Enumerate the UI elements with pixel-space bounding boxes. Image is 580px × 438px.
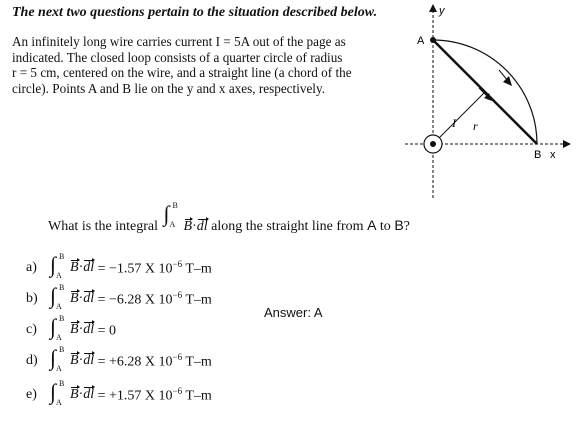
vector-b: B xyxy=(70,353,79,368)
label-r: r xyxy=(473,119,478,133)
dot-operator: · xyxy=(78,322,84,337)
dot-operator: · xyxy=(192,219,197,234)
integral-upper-limit: B xyxy=(59,314,65,323)
choice-value: = −6.28 X $10^{-6}$ T–m xyxy=(97,289,212,308)
vector-b: B xyxy=(70,322,79,337)
integral-sign-icon: ∫ xyxy=(50,379,57,404)
integral-upper-limit: B xyxy=(172,201,178,210)
paragraph-line-3: r = 5 cm, centered on the wire, and a straight line (a chord of the xyxy=(12,65,352,80)
paragraph-line-1: An infinitely long wire carries current I = 5A out of the page as xyxy=(12,34,346,49)
vector-dl: dl xyxy=(83,322,95,337)
label-b: B xyxy=(534,149,542,161)
vector-b: B xyxy=(183,219,193,234)
question-integral xyxy=(162,201,184,230)
integral-upper-limit: B xyxy=(59,345,65,354)
integral-lower-limit: A xyxy=(56,302,62,311)
vector-dl: dl xyxy=(83,260,95,275)
dot-operator: · xyxy=(78,353,84,368)
choice-value: = +1.57 X $10^{-6}$ T–m xyxy=(97,385,212,404)
choice-letter: b) xyxy=(26,291,38,306)
y-axis-arrow-icon xyxy=(429,4,437,12)
vector-dl: dl xyxy=(83,291,95,306)
vector-b: B xyxy=(70,291,79,306)
integral-sign-icon: ∫ xyxy=(50,283,57,308)
vector-dl: dl xyxy=(196,219,208,234)
vector-b: B xyxy=(70,260,79,275)
vector-dl: dl xyxy=(83,353,95,368)
problem-paragraph xyxy=(12,34,382,96)
choice-e[interactable] xyxy=(26,379,212,408)
question-prefix: What is the integral xyxy=(48,219,159,234)
paragraph-line-2: indicated. The closed loop consists of a quarter circle of radius xyxy=(12,49,343,65)
question-middle: along the straight line from xyxy=(211,219,364,234)
paragraph-line-4: circle). Points A and B lie on the y and x axes, respectively. xyxy=(12,80,326,96)
choice-integral xyxy=(48,283,70,312)
loop-figure xyxy=(405,0,580,200)
loop-diagram xyxy=(405,0,580,200)
integral-upper-limit: B xyxy=(59,283,65,292)
choice-integral xyxy=(48,252,70,281)
wire-center-dot xyxy=(430,141,436,147)
label-a: A xyxy=(417,35,425,47)
choice-integral xyxy=(48,345,70,374)
question-point-a: A xyxy=(367,217,377,233)
radius-line xyxy=(435,92,485,142)
dot-operator: · xyxy=(78,260,84,275)
point-a-dot xyxy=(430,37,436,43)
choice-letter: a) xyxy=(26,260,37,275)
arc-arrow-head-icon xyxy=(503,76,512,86)
label-y: y xyxy=(439,5,445,17)
x-axis-arrow-icon xyxy=(563,140,571,148)
dot-operator: · xyxy=(78,291,84,306)
integral-lower-limit: A xyxy=(56,271,62,280)
question-end: ? xyxy=(403,219,410,234)
label-i: I xyxy=(452,116,456,130)
integral-sign-icon: ∫ xyxy=(50,345,57,370)
question-text xyxy=(48,201,410,235)
label-x: x xyxy=(550,149,556,161)
choice-letter: c) xyxy=(26,322,37,337)
dot-operator: · xyxy=(78,387,84,402)
integral-lower-limit: A xyxy=(56,398,62,407)
integral-lower-limit: A xyxy=(56,364,62,373)
integral-lower-limit: A xyxy=(56,333,62,342)
choice-integral xyxy=(48,314,70,343)
choice-value: = +6.28 X $10^{-6}$ T–m xyxy=(97,351,212,370)
question-to: to xyxy=(379,219,391,234)
answer-text: Answer: A xyxy=(264,305,323,320)
choice-letter: d) xyxy=(26,353,38,368)
integral-sign-icon: ∫ xyxy=(50,252,57,277)
integral-sign-icon: ∫ xyxy=(163,201,170,226)
choice-value: = −1.57 X $10^{-6}$ T–m xyxy=(97,258,212,277)
vector-dl: dl xyxy=(83,387,95,402)
choice-c[interactable] xyxy=(26,314,117,343)
question-point-b: B xyxy=(394,217,404,233)
integral-sign-icon: ∫ xyxy=(50,314,57,339)
choice-a[interactable] xyxy=(26,252,212,281)
choice-value: = 0 xyxy=(97,323,117,339)
vector-b: B xyxy=(70,387,79,402)
choice-d[interactable] xyxy=(26,345,212,374)
choice-letter: e) xyxy=(26,387,37,402)
integral-upper-limit: B xyxy=(59,379,65,388)
heading: The next two questions pertain to the situation described below. xyxy=(12,5,378,20)
integral-upper-limit: B xyxy=(59,252,65,261)
choice-integral xyxy=(48,379,70,408)
integral-lower-limit: A xyxy=(169,220,176,229)
choice-b[interactable] xyxy=(26,283,212,312)
